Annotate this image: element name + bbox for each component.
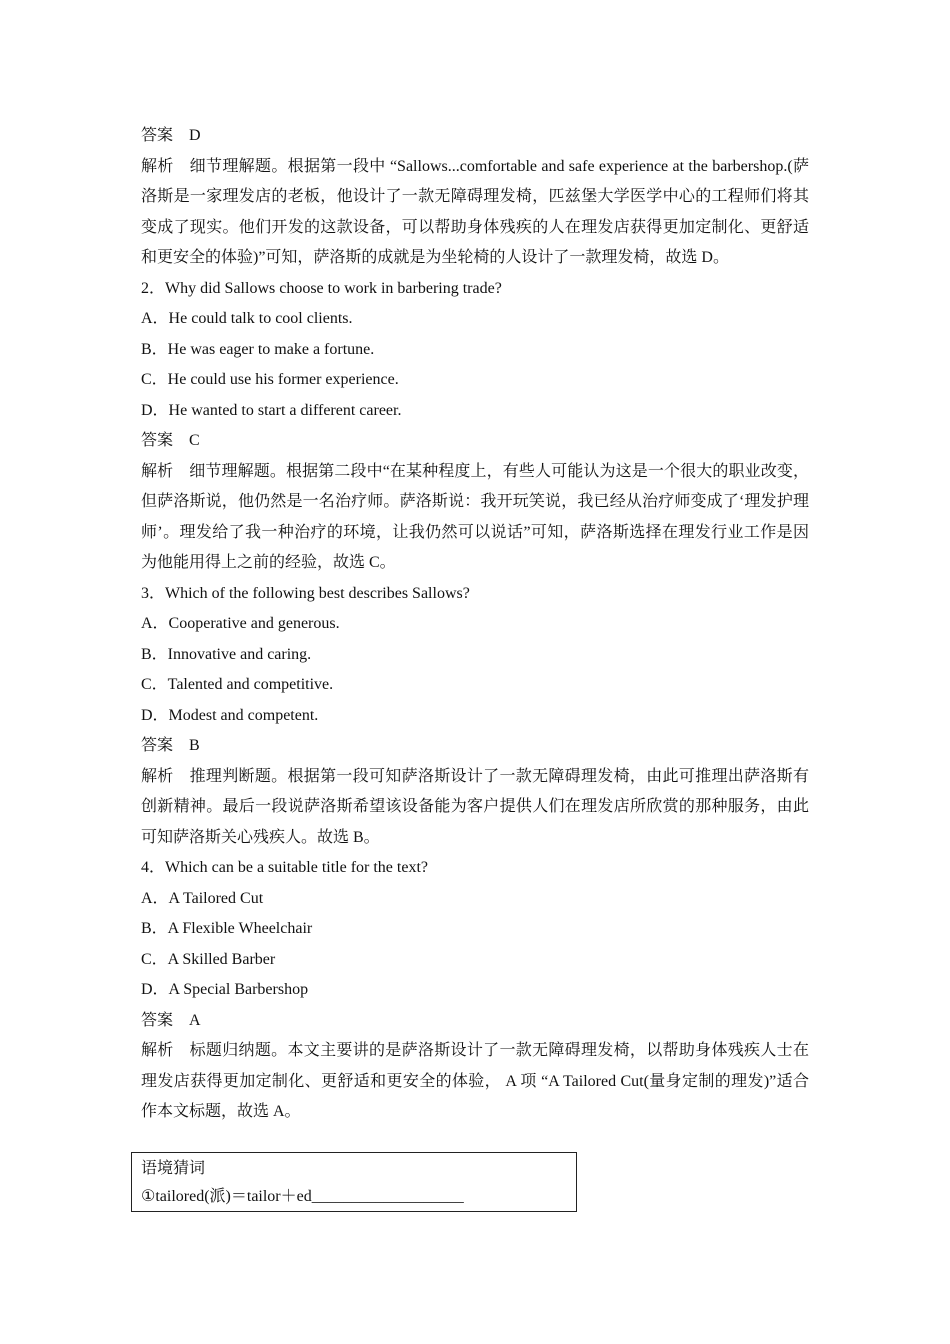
analysis-label: 解析: [141, 767, 174, 785]
q4-analysis: [141, 1036, 809, 1128]
q4-option-d: D．A Special Barbershop: [141, 981, 309, 998]
answer-value: C: [189, 432, 200, 449]
answer-label: 答案: [141, 1011, 174, 1029]
analysis-text: 标题归纳题。本文主要讲的是萨洛斯设计了一款无障碍理发椅，以帮助身体残疾人士在理发店获得更加定制化、更舒适和更安全的体验， A 项 “A Tailored Cut(量身定制的理发)”适合作本文标题，故选 A。: [141, 1042, 809, 1120]
answer-value: D: [189, 127, 201, 144]
q4-answer: [141, 1006, 809, 1037]
q4-option-c: C．A Skilled Barber: [141, 950, 276, 968]
vocab-box: [131, 1152, 577, 1212]
q1-answer: [141, 121, 809, 152]
q2-analysis: [141, 457, 809, 579]
q2-option-b: B．He was eager to make a fortune.: [141, 340, 375, 358]
analysis-text: 细节理解题。根据第二段中“在某种程度上，有些人可能认为这是一个很大的职业改变，但萨洛斯说，他仍然是一名治疗师。萨洛斯说：我开玩笑说，我已经从治疗师变成了‘理发护理师’。理发给了我一种治疗的环境，让我仍然可以说话”可知，萨洛斯选择在理发行业工作是因为他能用得上之前的经验，故选 C。: [141, 462, 809, 571]
q3-option-d: D．Modest and competent.: [141, 706, 319, 724]
document-body: [141, 121, 809, 1128]
q2-option-a: A．He could talk to cool clients.: [141, 310, 353, 327]
answer-label: 答案: [141, 432, 174, 449]
q2-answer: [141, 426, 809, 457]
answer-label: 答案: [141, 737, 174, 754]
q1-analysis: [141, 152, 809, 274]
q2-question: 2．Why did Sallows choose to work in barbering trade?: [141, 279, 502, 297]
q2-option-d: D．He wanted to start a different career.: [141, 401, 402, 419]
q3-answer: [141, 731, 809, 762]
q4-option-a: A．A Tailored Cut: [141, 889, 264, 907]
q3-analysis: [141, 762, 809, 854]
q3-question: 3．Which of the following best describes Sallows?: [141, 584, 470, 602]
q2-option-c: C．He could use his former experience.: [141, 371, 399, 388]
vocab-box-title: 语境猜词: [141, 1160, 206, 1177]
answer-value: B: [189, 737, 200, 754]
answer-label: 答案: [141, 127, 174, 144]
q3-option-a: A．Cooperative and generous.: [141, 615, 340, 632]
vocab-box-item: ①tailored(派)＝tailor＋ed___________________: [141, 1188, 464, 1205]
analysis-text: 推理判断题。根据第一段可知萨洛斯设计了一款无障碍理发椅，由此可推理出萨洛斯有创新精神。最后一段说萨洛斯希望该设备能为客户提供人们在理发店所欣赏的那种服务，由此可知萨洛斯关心残疾人。故选 B。: [141, 767, 809, 846]
q4-option-b: B．A Flexible Wheelchair: [141, 920, 313, 937]
analysis-label: 解析: [141, 157, 174, 175]
analysis-text: 细节理解题。根据第一段中 “Sallows...comfortable and safe experience at the barbershop.(萨洛斯是一家理发店的老板，他设计了一款无障碍理发椅，匹兹堡大学医学中心的工程师们将其变成了现实。他们开发的这款设备，可以帮助身体残疾的人在理发店获得更加定制化、更舒适和更安全的体验)”可知，萨洛斯的成就是为坐轮椅的人设计了一款理发椅，故选 D。: [141, 157, 809, 266]
q3-option-c: C．Talented and competitive.: [141, 676, 334, 693]
analysis-label: 解析: [141, 1042, 174, 1059]
analysis-label: 解析: [141, 462, 174, 480]
q3-option-b: B．Innovative and caring.: [141, 645, 312, 663]
answer-value: A: [189, 1011, 201, 1029]
q4-question: 4．Which can be a suitable title for the text?: [141, 859, 429, 876]
